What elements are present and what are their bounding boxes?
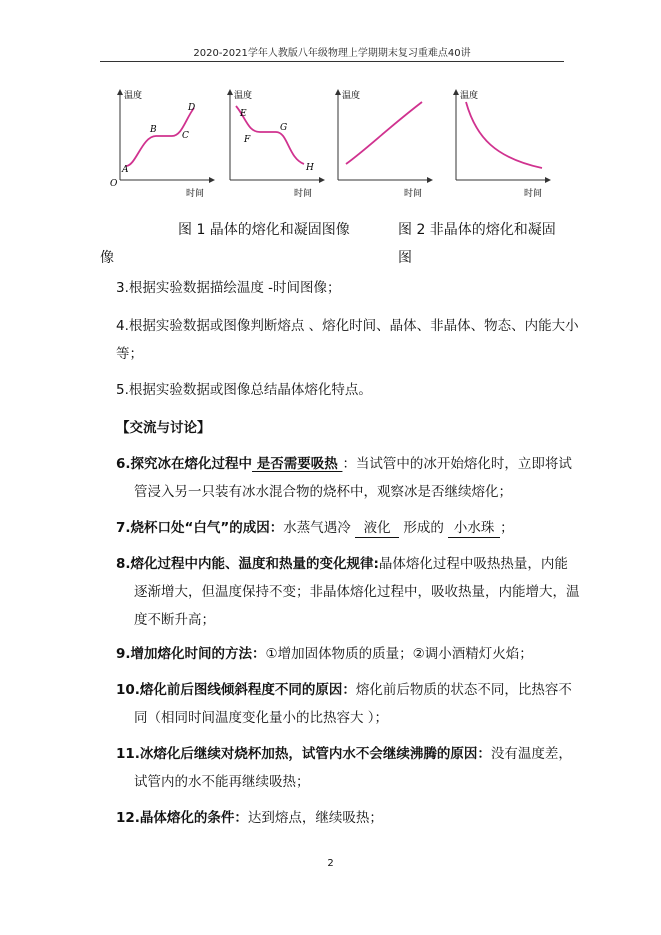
section-heading: 【交流与讨论】	[116, 420, 211, 436]
x-axis-label: 时间	[524, 189, 543, 199]
item-10: 10.熔化前后图线倾斜程度不同的原因：熔化前后物质的状态不同，比热容不同（相同时间温度变化量小的比热容大 ）；	[116, 682, 572, 726]
item-5: 5.根据实验数据或图像总结晶体熔化特点。	[116, 382, 372, 398]
answer-blank-2: 小水珠	[448, 519, 500, 538]
x-axis-label: 时间	[186, 189, 205, 199]
figure-row	[106, 88, 561, 200]
point-g: G	[280, 123, 288, 133]
x-axis-label: 时间	[404, 189, 423, 199]
point-e: E	[240, 109, 247, 119]
point-a: A	[122, 165, 129, 175]
item-11: 11.冰熔化后继续对烧杯加热，试管内水不会继续沸腾的原因：没有温度差，试管内的水不能再继续吸热；	[116, 746, 572, 790]
y-axis-label: 温度	[234, 91, 253, 101]
origin-label: O	[110, 179, 118, 189]
header-rule	[100, 61, 564, 62]
caption-fig2: 图 2 非晶体的熔化和凝固图	[398, 222, 556, 266]
y-axis-label: 温度	[460, 91, 479, 101]
page-number: 2	[327, 858, 334, 869]
item-6-underlined: 是否需要吸热	[252, 456, 343, 472]
item-7: 7.烧杯口处“白气”的成因：水蒸气遇冷 液化 形成的 小水珠 ；	[116, 520, 514, 536]
graph-crystal-melting	[106, 88, 218, 200]
answer-blank-1: 液化	[355, 519, 399, 538]
item-6: 6.探究冰在熔化过程中 是否需要吸热 ：当试管中的冰开始熔化时，立即将试管浸入另一只装有冰水混合物的烧杯中，观察冰是否继续熔化；	[116, 456, 572, 500]
graph-crystal-solidifying	[218, 88, 330, 200]
item-12: 12.晶体熔化的条件：达到熔点，继续吸热；	[116, 810, 383, 826]
y-axis-label: 温度	[342, 91, 361, 101]
item-4: 4.根据实验数据或图像判断熔点 、熔化时间、晶体、非晶体、物态、内能大小等；	[116, 318, 579, 362]
graph-noncrystal-melting	[328, 88, 440, 200]
x-axis-label: 时间	[294, 189, 313, 199]
point-c: C	[182, 131, 189, 141]
point-d: D	[188, 103, 196, 113]
caption-fig2-wrap: 像	[100, 250, 114, 266]
point-h: H	[306, 163, 314, 173]
point-b: B	[150, 125, 157, 135]
graph-noncrystal-solidifying	[446, 88, 558, 200]
caption-fig1: 图 1 晶体的熔化和凝固图像	[178, 222, 350, 238]
y-axis-label: 温度	[124, 91, 143, 101]
item-3: 3.根据实验数据描绘温度 -时间图像；	[116, 280, 341, 296]
point-f: F	[244, 135, 251, 145]
page-header: 2020-2021学年人教版八年级物理上学期期末复习重难点40讲	[193, 48, 471, 59]
item-8: 8.熔化过程中内能、温度和热量的变化规律:晶体熔化过程中吸热热量，内能逐渐增大，但温度保持不变；非晶体熔化过程中，吸收热量，内能增大，温度不断升高；	[116, 556, 580, 628]
item-9: 9.增加熔化时间的方法：①增加固体物质的质量；②调小酒精灯火焰；	[116, 646, 533, 662]
